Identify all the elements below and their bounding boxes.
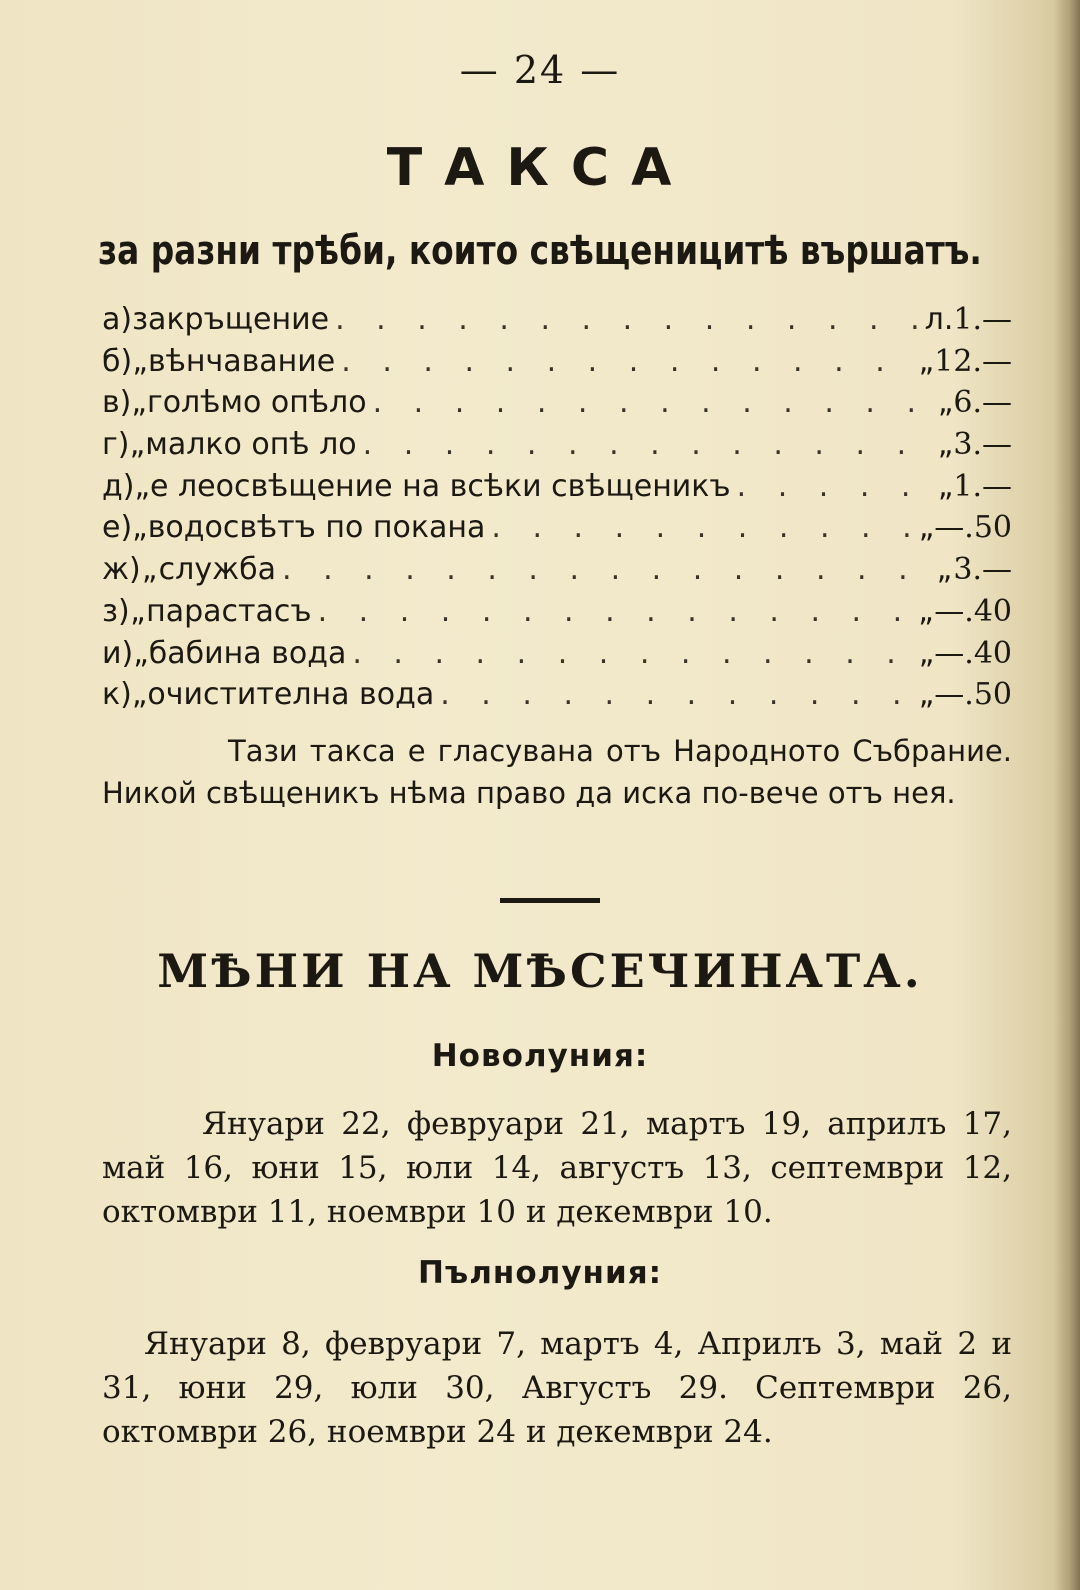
fee-leader-dots <box>491 510 918 545</box>
fee-label: служба <box>158 552 276 588</box>
fee-prefix: „ <box>141 552 158 588</box>
fee-prefix: „ <box>129 427 146 463</box>
fee-unit: л. <box>924 302 954 337</box>
full-moon-heading: Пълнолуния: <box>417 1255 662 1291</box>
fee-price: 3.— <box>953 552 1012 588</box>
fee-row <box>102 594 1012 636</box>
fee-label: кръщение <box>166 302 330 337</box>
page-number: — 24 — <box>459 48 621 92</box>
fee-letter: з) <box>102 593 130 629</box>
fee-row <box>102 344 1012 386</box>
fee-letter: г) <box>102 427 130 463</box>
fee-row <box>102 469 1012 511</box>
fee-list <box>102 302 1012 719</box>
fee-row <box>102 636 1012 678</box>
fee-leader-dots <box>341 344 918 379</box>
fee-leader-dots <box>363 427 938 462</box>
full-moon-dates: Януари 8, февруари 7, мартъ 4, Априлъ 3, май 2 и 31, юни 29, юли 30, Августъ 29. Септември 26, октомври 26, ноември 24 и декември 24. <box>102 1326 1012 1450</box>
fee-label: водосвѣтъ по покана <box>147 510 486 546</box>
tax-subtitle: за разни трѣби, които свѣщеницитѣ вършатъ. <box>98 228 982 274</box>
fee-unit: „ <box>937 385 954 421</box>
fee-unit: „ <box>918 343 935 379</box>
fee-label: е леосвѣщение на всѣки свѣщеникъ <box>150 468 731 504</box>
fee-prefix: „ <box>131 385 147 421</box>
new-moon-heading: Новолуния: <box>431 1038 649 1074</box>
new-moon-dates: Януари 22, февруари 21, мартъ 19, априлъ 17, май 16, юни 15, юли 14, августъ 13, септември 12, октомври 11, ноември 10 и декември 10. <box>102 1106 1012 1230</box>
fee-leader-dots <box>440 677 919 712</box>
fee-label: очистителна вода <box>147 677 435 713</box>
section-divider <box>500 898 600 903</box>
fee-letter: б) <box>102 343 133 379</box>
fee-price: 1.— <box>953 468 1012 504</box>
moon-phases-title: МѢНИ НА МѢСЕЧИНАТА. <box>157 944 923 998</box>
fee-leader-dots <box>282 552 935 587</box>
fee-letter: к) <box>102 677 132 713</box>
fee-row <box>102 385 1012 427</box>
fee-unit: „ <box>918 510 935 546</box>
fee-unit: „ <box>918 677 935 713</box>
fee-prefix: „ <box>131 677 148 713</box>
fee-prefix: „ <box>132 343 148 379</box>
fee-prefix: за <box>132 302 167 337</box>
fee-unit: „ <box>918 593 934 629</box>
fee-row <box>102 510 1012 552</box>
fee-leader-dots <box>335 302 925 337</box>
fee-letter: д) <box>102 468 135 504</box>
fee-prefix: „ <box>133 635 149 671</box>
fee-prefix: „ <box>132 510 148 546</box>
fee-prefix: „ <box>130 593 146 629</box>
fee-price: —.40 <box>934 635 1012 671</box>
fee-label: бабина вода <box>148 635 347 671</box>
fee-price: 6.— <box>953 385 1012 421</box>
fee-label: вѣнчавание <box>148 343 336 379</box>
fee-price: —.50 <box>934 677 1012 713</box>
fee-label: парастасъ <box>146 593 312 629</box>
fee-letter: в) <box>102 385 132 421</box>
fee-letter: и) <box>102 635 134 671</box>
fee-unit: „ <box>936 552 953 588</box>
fee-letter: е) <box>102 510 133 546</box>
fee-price: —.50 <box>934 510 1012 546</box>
fee-leader-dots <box>352 636 918 671</box>
fee-unit: „ <box>918 635 935 671</box>
fee-row <box>102 677 1012 719</box>
fee-leader-dots <box>318 594 918 629</box>
fee-price: 12.— <box>934 343 1012 379</box>
fee-price: 1.— <box>953 302 1012 337</box>
fee-label: малко опѣ ло <box>145 427 357 463</box>
fee-letter: а) <box>102 302 133 337</box>
fee-leader-dots <box>373 385 938 420</box>
fee-leader-dots <box>737 469 938 504</box>
fee-row <box>102 302 1012 344</box>
tax-note: Тази такса е гласувана отъ Народното Събрание. Никой свѣщеникъ нѣма право да иска по-вече отъ нея. <box>102 734 1012 810</box>
fee-unit: „ <box>937 427 954 463</box>
fee-letter: ж) <box>102 552 141 588</box>
fee-price: 3.— <box>953 427 1012 463</box>
page-spine-shadow <box>1054 0 1080 1590</box>
fee-unit: „ <box>937 468 954 504</box>
fee-row <box>102 427 1012 469</box>
tax-title: ТАКСА <box>386 138 694 198</box>
fee-label: голѣмо опѣло <box>146 385 367 421</box>
fee-row <box>102 552 1012 594</box>
fee-prefix: „ <box>134 468 150 504</box>
fee-price: —.40 <box>934 593 1012 629</box>
